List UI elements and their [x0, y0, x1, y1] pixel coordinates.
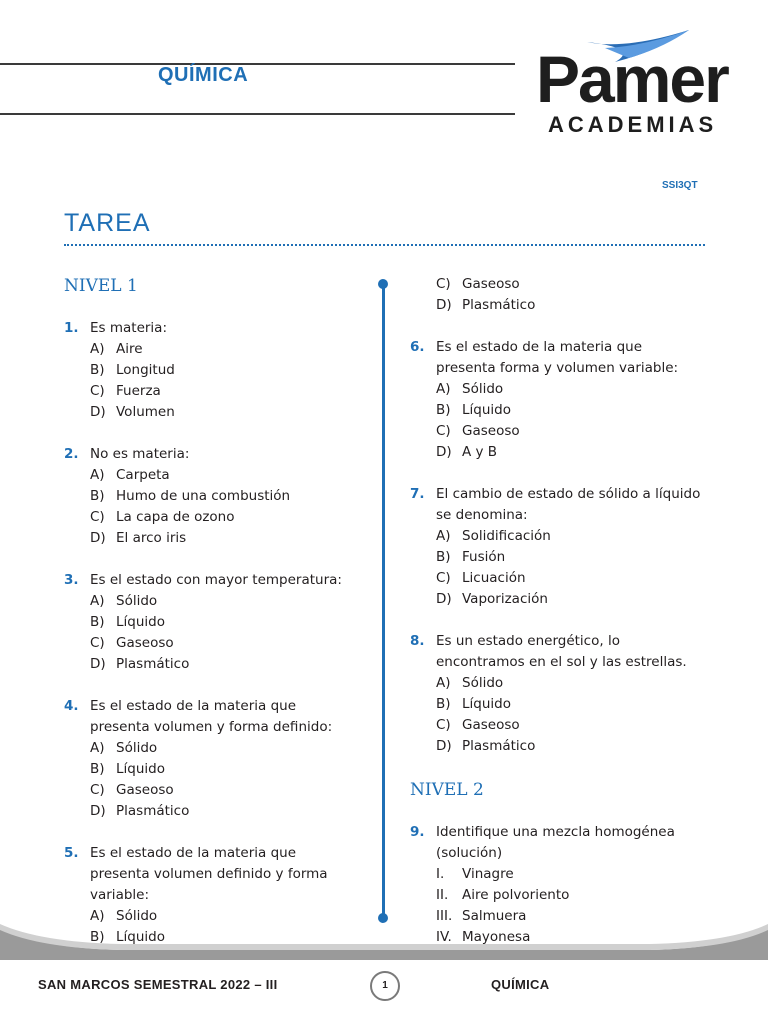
footer-subject: QUÍMICA — [491, 977, 550, 992]
subject-title: QUÍMICA — [158, 64, 249, 86]
option-letter: B) — [436, 549, 451, 565]
question-number: 7. — [410, 486, 425, 502]
document-code: SSI3QT — [662, 180, 698, 191]
question-number: 9. — [410, 824, 425, 840]
question-1 — [64, 318, 359, 423]
option-letter: A) — [436, 381, 451, 397]
question-text: Es materia: — [90, 320, 167, 336]
header-rule-top — [0, 63, 515, 65]
option-text: El arco iris — [116, 530, 187, 546]
option-letter: III. — [436, 908, 453, 924]
option-letter: C) — [436, 423, 451, 439]
option-text: Líquido — [116, 614, 165, 630]
option-letter: D) — [90, 803, 106, 819]
option-text: Aire polvoriento — [462, 887, 570, 903]
option-text: Plasmático — [116, 656, 190, 672]
option-letter: D) — [436, 591, 452, 607]
option-text: Gaseoso — [462, 423, 520, 439]
answer-option — [64, 486, 359, 507]
logo-wordmark: Pamer — [536, 42, 728, 116]
column-divider — [382, 284, 385, 919]
answer-option — [410, 379, 705, 400]
question-number: 2. — [64, 446, 79, 462]
answer-option — [64, 759, 359, 780]
question-8 — [410, 631, 705, 757]
answer-option — [64, 801, 359, 822]
option-letter: A) — [436, 528, 451, 544]
option-letter: B) — [90, 929, 105, 945]
question-number: 1. — [64, 320, 79, 336]
answer-option — [64, 780, 359, 801]
option-text: Plasmático — [462, 297, 536, 313]
footer-course: SAN MARCOS SEMESTRAL 2022 – III — [38, 977, 278, 992]
option-letter: B) — [90, 362, 105, 378]
option-letter: C) — [90, 509, 105, 525]
option-letter: II. — [436, 887, 449, 903]
option-text: Sólido — [116, 740, 158, 756]
option-text: Fuerza — [116, 383, 161, 399]
option-letter: D) — [90, 404, 106, 420]
answer-option — [410, 736, 705, 757]
option-letter: D) — [90, 656, 106, 672]
option-letter: A) — [90, 467, 105, 483]
option-text: Sólido — [462, 675, 504, 691]
question-4 — [64, 696, 359, 822]
option-text: Plasmático — [462, 738, 536, 754]
question-text: No es materia: — [90, 446, 190, 462]
answer-option — [410, 547, 705, 568]
option-text: Fusión — [462, 549, 506, 565]
option-letter: B) — [90, 488, 105, 504]
question-text: El cambio de estado de sólido a líquido se denomina: — [436, 486, 701, 523]
option-letter: A) — [90, 740, 105, 756]
question-7 — [410, 484, 705, 610]
option-letter: C) — [90, 782, 105, 798]
option-text: Aire — [116, 341, 143, 357]
answer-option — [410, 295, 705, 316]
option-letter: D) — [90, 530, 106, 546]
option-letter: D) — [436, 738, 452, 754]
question-text: Es el estado con mayor temperatura: — [90, 572, 342, 588]
option-text: Carpeta — [116, 467, 170, 483]
answer-option — [64, 360, 359, 381]
option-text: Vaporización — [462, 591, 548, 607]
answer-option — [64, 402, 359, 423]
answer-option — [410, 673, 705, 694]
question-text: Es el estado de la materia que presenta forma y volumen variable: — [436, 339, 679, 376]
page-title: TAREA — [64, 209, 151, 237]
option-text: Líquido — [116, 929, 165, 945]
option-letter: A) — [436, 675, 451, 691]
option-letter: C) — [436, 570, 451, 586]
option-letter: D) — [436, 444, 452, 460]
answer-option — [64, 591, 359, 612]
option-text: La capa de ozono — [116, 509, 235, 525]
option-text: Gaseoso — [116, 635, 174, 651]
divider-top-dot — [378, 279, 388, 289]
option-text: Longitud — [116, 362, 175, 378]
option-letter: B) — [90, 761, 105, 777]
option-text: Solidificación — [462, 528, 551, 544]
answer-option — [64, 612, 359, 633]
option-text: Sólido — [116, 908, 158, 924]
answer-option — [64, 738, 359, 759]
right-column — [410, 274, 705, 778]
answer-option — [410, 274, 705, 295]
question-number: 5. — [64, 845, 79, 861]
option-text: Mayonesa — [462, 929, 531, 945]
option-letter: I. — [436, 866, 445, 882]
answer-option — [410, 589, 705, 610]
option-text: Líquido — [462, 402, 511, 418]
option-letter: C) — [436, 717, 451, 733]
option-text: Sólido — [462, 381, 504, 397]
question-text: Identifique una mezcla homogénea (solución) — [436, 824, 675, 861]
question-3 — [64, 570, 359, 675]
answer-option — [64, 528, 359, 549]
option-text: Salmuera — [462, 908, 527, 924]
option-text: Sólido — [116, 593, 158, 609]
question-number: 4. — [64, 698, 79, 714]
question-6 — [410, 337, 705, 463]
question-number: 6. — [410, 339, 425, 355]
option-text: Humo de una combustión — [116, 488, 291, 504]
answer-option — [410, 526, 705, 547]
answer-option — [410, 400, 705, 421]
option-letter: A) — [90, 593, 105, 609]
answer-option — [64, 339, 359, 360]
option-letter: B) — [90, 614, 105, 630]
option-text: A y B — [462, 444, 498, 460]
option-letter: IV. — [436, 929, 452, 945]
answer-option — [64, 381, 359, 402]
answer-option — [64, 633, 359, 654]
answer-option — [410, 442, 705, 463]
option-letter: B) — [436, 696, 451, 712]
answer-option — [410, 421, 705, 442]
option-text: Líquido — [462, 696, 511, 712]
question-5-continued — [410, 274, 705, 316]
title-dotted-rule — [64, 244, 705, 246]
page-number: 1 — [370, 971, 400, 1001]
option-letter: C) — [90, 383, 105, 399]
option-letter: A) — [90, 341, 105, 357]
option-letter: A) — [90, 908, 105, 924]
option-text: Vinagre — [462, 866, 514, 882]
question-number: 3. — [64, 572, 79, 588]
level-2-heading: NIVEL 2 — [410, 780, 484, 800]
question-number: 8. — [410, 633, 425, 649]
header-rule-bottom — [0, 113, 515, 115]
answer-option — [410, 568, 705, 589]
option-text: Plasmático — [116, 803, 190, 819]
question-text: Es un estado energético, lo encontramos en el sol y las estrellas. — [436, 633, 687, 670]
logo-subtitle: ACADEMIAS — [548, 112, 718, 137]
footer-band — [0, 900, 768, 970]
question-text: Es el estado de la materia que presenta volumen y forma definido: — [90, 698, 333, 735]
answer-option — [410, 864, 710, 885]
option-letter: D) — [436, 297, 452, 313]
option-letter: B) — [436, 402, 451, 418]
question-2 — [64, 444, 359, 549]
option-letter: C) — [90, 635, 105, 651]
option-text: Gaseoso — [462, 717, 520, 733]
option-text: Licuación — [462, 570, 526, 586]
answer-option — [64, 465, 359, 486]
option-text: Gaseoso — [116, 782, 174, 798]
answer-option — [410, 715, 705, 736]
answer-option — [410, 694, 705, 715]
left-column — [64, 318, 359, 969]
option-text: Líquido — [116, 761, 165, 777]
option-text: Volumen — [116, 404, 175, 420]
answer-option — [64, 507, 359, 528]
answer-option — [64, 654, 359, 675]
level-1-heading: NIVEL 1 — [64, 276, 138, 296]
option-text: Gaseoso — [462, 276, 520, 292]
question-text: Es el estado de la materia que presenta volumen definido y forma variable: — [90, 845, 328, 903]
option-letter: C) — [436, 276, 451, 292]
